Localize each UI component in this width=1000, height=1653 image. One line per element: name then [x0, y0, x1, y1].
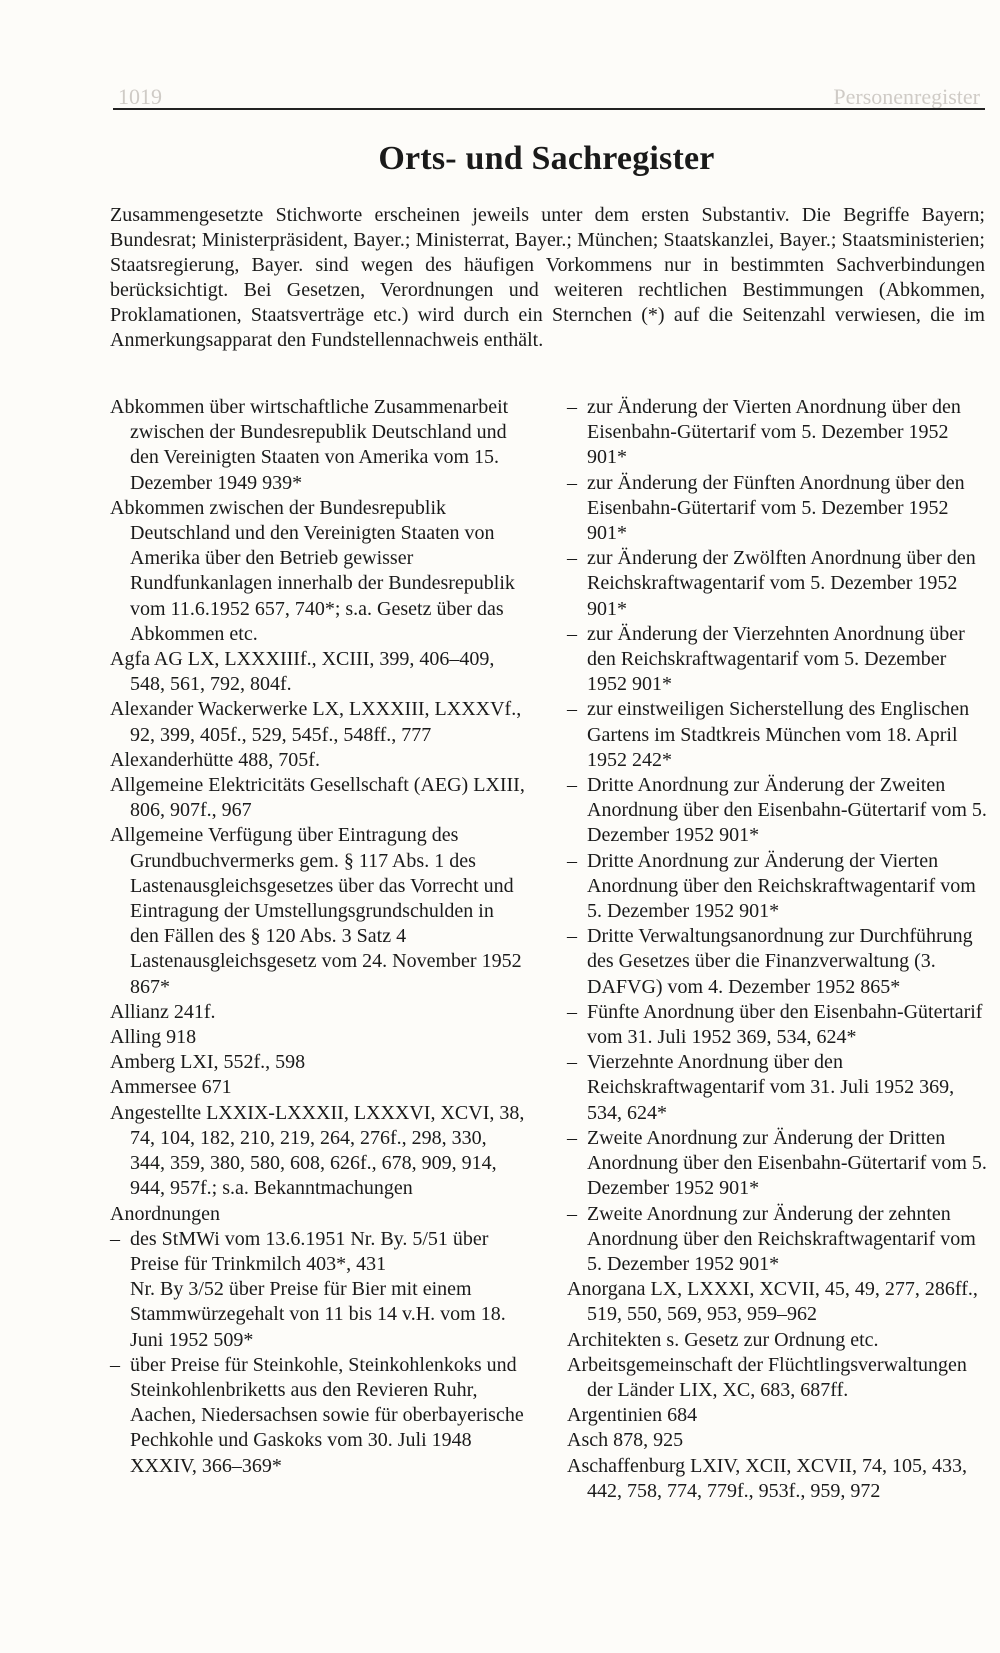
subentry-text: zur einstweiligen Sicherstellung des Englischen Gartens im Stadtkreis München vom 18. April 1952 242* [587, 698, 970, 771]
subentry-text: zur Änderung der Vierten Anordnung über den Eisenbahn-Gütertarif vom 5. Dezember 1952 901* [587, 396, 961, 469]
subentry-text: zur Änderung der Vierzehnten Anordnung über den Reichskraftwagentarif vom 5. Dezember 1952 901* [587, 622, 965, 696]
index-subentry [567, 1050, 987, 1126]
index-subentry [567, 622, 987, 698]
index-subentry [567, 924, 987, 1000]
index-column-left [110, 395, 526, 1479]
index-subentry [567, 471, 987, 547]
index-entry: Architekten s. Gesetz zur Ordnung etc. [567, 1328, 879, 1351]
subentry-text: Dritte Anordnung zur Änderung der Vierten Anordnung über den Reichskraftwagentarif vom 5. Dezember 1952 901* [587, 849, 976, 923]
subentry-text: Dritte Anordnung zur Änderung der Zweiten Anordnung über den Eisenbahn-Gütertarif vom 5. Dezember 1952 901* [587, 774, 987, 847]
header-rule [113, 108, 985, 110]
index-entry: Alexander Wackerwerke LX, LXXXIII, LXXXVf., 92, 399, 405f., 529, 545f., 548ff., 777 [110, 698, 522, 746]
index-entry: Agfa AG LX, LXXXIIIf., XCIII, 399, 406–409, 548, 561, 792, 804f. [110, 648, 495, 696]
subentry-dash: – [567, 774, 577, 797]
index-entry: Asch 878, 925 [567, 1429, 684, 1452]
index-entry: Abkommen über wirtschaftliche Zusammenarbeit zwischen der Bundesrepublik Deutschland und den Vereinigten Staaten von Amerika vom 15. Dezember 1949 939* [110, 396, 509, 494]
subentry-text: des StMWi vom 13.6.1951 Nr. By. 5/51 über Preise für Trinkmilch 403*, 431 [130, 1227, 489, 1275]
index-column-right [567, 395, 987, 1504]
index-entry: Anordnungen [110, 1202, 220, 1225]
subentry-dash: – [567, 849, 577, 872]
index-subentry [567, 697, 987, 773]
subentry-text: Zweite Anordnung zur Änderung der Dritten Anordnung über den Eisenbahn-Gütertarif vom 5. Dezember 1952 901* [587, 1126, 987, 1200]
index-entry: Alexanderhütte 488, 705f. [110, 748, 320, 771]
subentry-dash: – [567, 1000, 577, 1023]
index-entry: Angestellte LXXIX-LXXXII, LXXXVI, XCVI, 38, 74, 104, 182, 210, 219, 264, 276f., 298, 330, 344, 359, 380, 580, 608, 626f., 678, 909, 914, 944, 957f.; s.a. Bekanntmachungen [110, 1101, 525, 1200]
subentry-text: Zweite Anordnung zur Änderung der zehnten Anordnung über den Reichskraftwagentarif vom 5. Dezember 1952 901* [587, 1202, 976, 1275]
subentry-dash: – [567, 1051, 577, 1074]
subentry-text: Fünfte Anordnung über den Eisenbahn-Gütertarif vom 31. Juli 1952 369, 534, 624* [587, 1000, 983, 1049]
index-entry: Amberg LXI, 552f., 598 [110, 1051, 306, 1074]
page-title: Orts- und Sachregister [378, 140, 715, 177]
subentry-dash: – [567, 547, 577, 570]
index-subentry [567, 546, 987, 622]
index-entry: Aschaffenburg LXIV, XCII, XCVII, 74, 105, 433, 442, 758, 774, 779f., 953f., 959, 972 [567, 1454, 967, 1502]
index-subentry [567, 1126, 987, 1202]
index-subentry [567, 849, 987, 925]
subentry-text: über Preise für Steinkohle, Steinkohlenkoks und Steinkohlenbriketts aus den Revieren Ruhr, Aachen, Niedersachsen sowie für oberbayerische Pechkohle und Gaskoks vom 30. Juli 1948 XXXIV, 366–369* [130, 1353, 524, 1477]
subentry-text: Vierzehnte Anordnung über den Reichskraftwagentarif vom 31. Juli 1952 369, 534, 624* [587, 1051, 955, 1124]
index-subentry [567, 773, 987, 849]
subentry-dash: – [567, 925, 577, 948]
subentry-dash: – [110, 1227, 120, 1250]
index-subentry [110, 1353, 526, 1479]
index-entry: Allgemeine Elektricitäts Gesellschaft (AEG) LXIII, 806, 907f., 967 [110, 774, 525, 822]
subentry-dash: – [567, 622, 577, 645]
subentry-dash: – [110, 1353, 120, 1376]
index-entry: Allgemeine Verfügung über Eintragung des Grundbuchvermerks gem. § 117 Abs. 1 des Lastenausgleichsgesetzes über das Vorrecht und Eintragung der Umstellungsgrundschulden in den Fällen des § 120 Abs. 3 Satz 4 Lastenausgleichsgesetz vom 24. November 1952 867* [110, 824, 522, 998]
intro-paragraph: Zusammengesetzte Stichworte erscheinen jeweils unter dem ersten Substantiv. Die Begriffe Bayern; Bundesrat; Ministerpräsident, Bayer.; Ministerrat, Bayer.; München; Staatskanzlei, Bayer.; Staatsministerien; Staatsregierung, Bayer. sind wegen des häufigen Vorkommens nur in bestimmten Sachverbindungen berücksichtigt. Bei Gesetzen, Verordnungen und weiteren rechtlichen Bestimmungen (Abkommen, Proklamationen, Staatsverträge etc.) wird durch ein Sternchen (*) auf die Seitenzahl verwiesen, die im Anmerkungsapparat den Fundstellennachweis enthält. [110, 204, 985, 351]
index-entry: Argentinien 684 [567, 1404, 698, 1427]
index-subentry [567, 1000, 987, 1050]
index-subentry [567, 1202, 987, 1278]
index-subentry-continuation: Nr. By 3/52 über Preise für Bier mit einem Stammwürzegehalt von 11 bis 14 v.H. vom 18. Juni 1952 509* [130, 1278, 506, 1351]
running-head-right: Personenregister [833, 84, 980, 109]
index-entry: Anorgana LX, LXXXI, XCVII, 45, 49, 277, 286ff., 519, 550, 569, 953, 959–962 [567, 1278, 978, 1326]
subentry-text: zur Änderung der Zwölften Anordnung über den Reichskraftwagentarif vom 5. Dezember 1952 901* [587, 547, 976, 620]
index-entry: Ammersee 671 [110, 1076, 232, 1099]
index-subentry [110, 1227, 526, 1277]
index-subentry [567, 395, 987, 471]
subentry-dash: – [567, 471, 577, 494]
index-entry: Alling 918 [110, 1026, 197, 1049]
subentry-text: Dritte Verwaltungsanordnung zur Durchführung des Gesetzes über die Finanzverwaltung (3. DAFVG) vom 4. Dezember 1952 865* [587, 925, 973, 998]
running-head-left: 1019 [118, 84, 162, 109]
index-entry: Arbeitsgemeinschaft der Flüchtlingsverwaltungen der Länder LIX, XC, 683, 687ff. [567, 1353, 967, 1401]
index-entry: Abkommen zwischen der Bundesrepublik Deutschland und den Vereinigten Staaten von Amerika über den Betrieb gewisser Rundfunkanlagen innerhalb der Bundesrepublik vom 11.6.1952 657, 740*; s.a. Gesetz über das Abkommen etc. [110, 496, 515, 645]
index-entry: Allianz 241f. [110, 1000, 216, 1023]
subentry-dash: – [567, 698, 577, 721]
subentry-dash: – [567, 1126, 577, 1149]
subentry-dash: – [567, 1202, 577, 1225]
subentry-dash: – [567, 396, 577, 418]
subentry-text: zur Änderung der Fünften Anordnung über den Eisenbahn-Gütertarif vom 5. Dezember 1952 901* [587, 471, 965, 545]
